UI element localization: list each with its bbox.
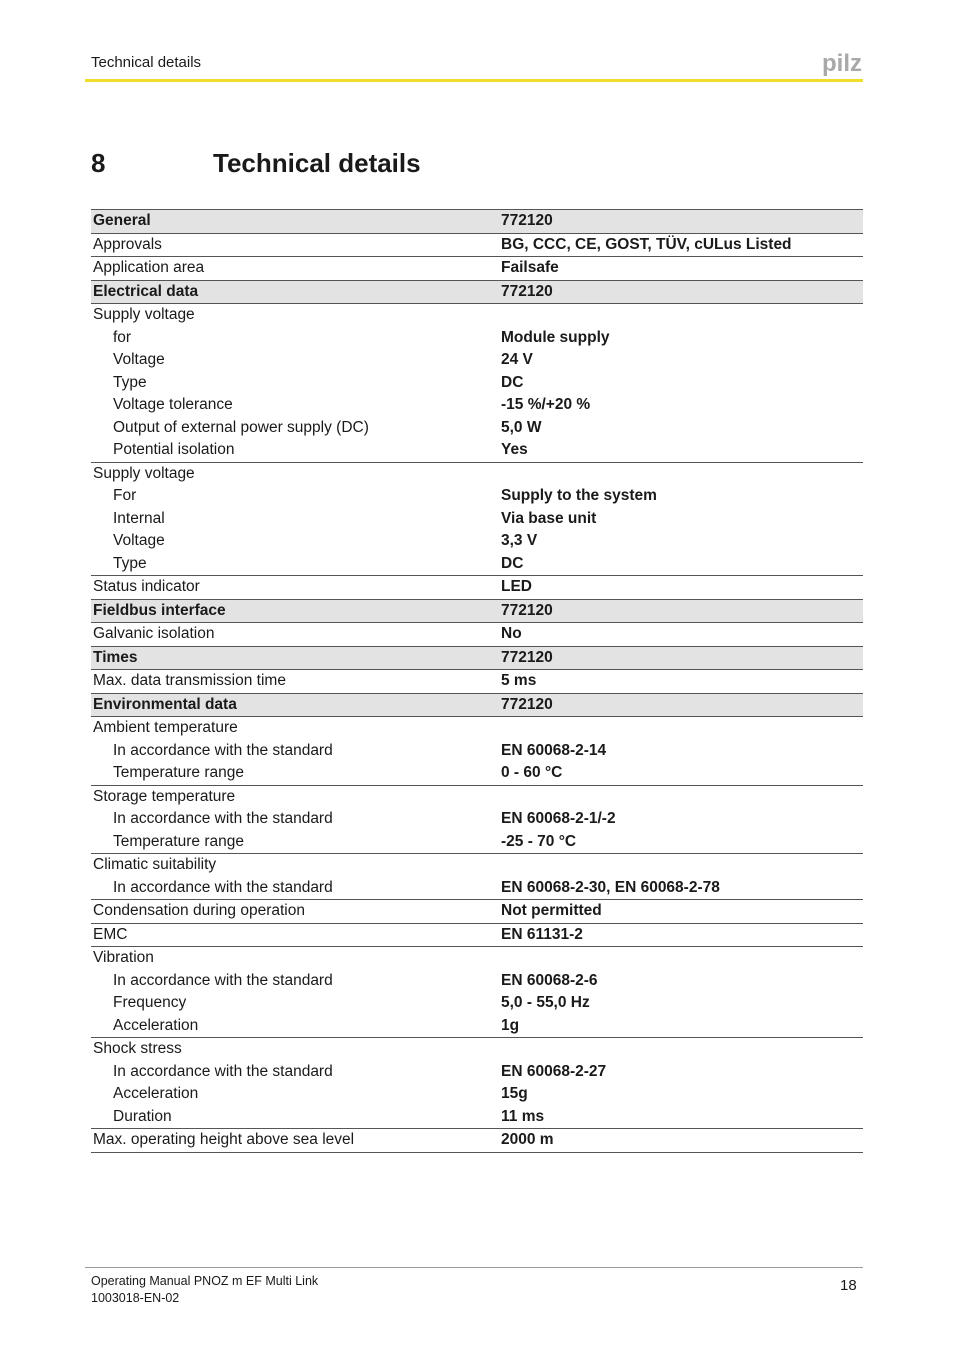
table-row — [91, 1129, 863, 1153]
table-row — [91, 992, 863, 1015]
row-value: EN 60068-2-6 — [501, 971, 598, 989]
row-value: 772120 — [499, 693, 863, 717]
row-value: 5 ms — [499, 670, 863, 694]
row-label: Temperature range — [91, 831, 499, 854]
chapter-number: 8 — [91, 148, 106, 178]
row-label: Duration — [91, 1106, 499, 1129]
row-value: 24 V — [501, 351, 533, 369]
table-row — [91, 349, 863, 372]
row-label: Environmental data — [91, 693, 499, 717]
table-section-header — [91, 599, 863, 623]
row-value — [499, 717, 863, 740]
row-label: In accordance with the standard — [91, 877, 499, 900]
row-label: Voltage — [113, 351, 165, 369]
table-row — [91, 530, 863, 553]
row-label: Type — [91, 553, 499, 576]
row-value: 5,0 - 55,0 Hz — [501, 994, 590, 1012]
row-value: 772120 — [499, 599, 863, 623]
table-row — [91, 762, 863, 785]
row-value: EN 60068-2-27 — [501, 1062, 607, 1080]
row-label: Max. data transmission time — [91, 670, 499, 694]
row-label: General — [91, 210, 499, 234]
row-value: Not permitted — [499, 900, 863, 924]
table-section-header — [91, 210, 863, 234]
row-label: Potential isolation — [91, 439, 499, 462]
row-value: EN 61131-2 — [499, 923, 863, 947]
table-row — [91, 1038, 863, 1061]
row-value — [499, 304, 863, 327]
row-value: Module supply — [501, 328, 610, 346]
table-row — [91, 257, 863, 281]
table-row — [91, 831, 863, 854]
row-label: Voltage tolerance — [113, 396, 233, 414]
table-row — [91, 462, 863, 485]
row-value: -15 %/+20 % — [501, 396, 591, 414]
row-value: 11 ms — [499, 1106, 863, 1129]
table-row — [91, 439, 863, 462]
table-row — [91, 947, 863, 970]
row-value: BG, CCC, CE, GOST, TÜV, cULus Listed — [499, 233, 863, 257]
table-row — [91, 372, 863, 395]
header-accent-rule — [85, 79, 863, 82]
row-value: 0 - 60 °C — [499, 762, 863, 785]
row-value — [499, 1038, 863, 1061]
row-value: 3,3 V — [501, 532, 538, 550]
table-row — [91, 877, 863, 900]
row-value: Supply to the system — [501, 487, 657, 505]
row-label: Max. operating height above sea level — [91, 1129, 499, 1153]
table-row — [91, 785, 863, 808]
table-section-header — [91, 693, 863, 717]
row-value: Via base unit — [501, 509, 597, 527]
footer-info — [91, 1273, 318, 1307]
table-row — [91, 1061, 863, 1084]
row-label: In accordance with the standard — [113, 971, 333, 989]
row-value: 772120 — [499, 646, 863, 670]
row-value — [499, 947, 863, 970]
row-label: Output of external power supply (DC) — [113, 418, 369, 436]
row-label: Fieldbus interface — [91, 599, 499, 623]
row-label: For — [113, 487, 137, 505]
row-label: Condensation during operation — [91, 900, 499, 924]
table-section-header — [91, 280, 863, 304]
row-value — [499, 854, 863, 877]
table-row — [91, 970, 863, 993]
pilz-logo — [822, 50, 864, 76]
row-label: Frequency — [113, 994, 187, 1012]
row-label: Supply voltage — [93, 306, 195, 324]
row-label: Climatic suitability — [93, 856, 217, 874]
row-value: Failsafe — [499, 257, 863, 281]
technical-details-table — [91, 209, 863, 1153]
row-label: EMC — [91, 923, 499, 947]
row-value: EN 60068-2-1/-2 — [501, 810, 616, 828]
table-row — [91, 900, 863, 924]
row-label: Type — [113, 373, 147, 391]
table-row — [91, 740, 863, 763]
row-value: 15g — [501, 1085, 528, 1103]
row-value: 772120 — [499, 280, 863, 304]
svg-text:pilz: pilz — [822, 50, 862, 76]
table-row — [91, 417, 863, 440]
table-row — [91, 508, 863, 531]
table-row — [91, 670, 863, 694]
row-value: DC — [499, 553, 863, 576]
footer-manual-title: Operating Manual PNOZ m EF Multi Link — [91, 1274, 319, 1288]
row-label: Storage temperature — [93, 787, 236, 805]
row-label: In accordance with the standard — [113, 810, 333, 828]
row-label: for — [113, 328, 132, 346]
row-value: LED — [499, 576, 863, 600]
page-number: 18 — [840, 1277, 857, 1294]
row-label: Times — [91, 646, 499, 670]
row-label: Approvals — [91, 233, 499, 257]
row-label: Internal — [113, 509, 165, 527]
table-row — [91, 923, 863, 947]
row-value: EN 60068-2-14 — [501, 741, 607, 759]
table-row — [91, 1083, 863, 1106]
table-row — [91, 808, 863, 831]
spec-table-body — [91, 210, 863, 1153]
table-row — [91, 623, 863, 647]
table-row — [91, 485, 863, 508]
row-value: -25 - 70 °C — [499, 831, 863, 854]
row-label: Status indicator — [91, 576, 499, 600]
row-label: Acceleration — [91, 1015, 499, 1038]
table-row — [91, 1015, 863, 1038]
row-label: Galvanic isolation — [91, 623, 499, 647]
row-value: 1g — [499, 1015, 863, 1038]
row-value: No — [499, 623, 863, 647]
row-value: 2000 m — [499, 1129, 863, 1153]
row-value — [499, 785, 863, 808]
row-label: Supply voltage — [93, 464, 195, 482]
chapter-title: Technical details — [213, 148, 421, 178]
footer-rule — [85, 1267, 863, 1268]
row-label: Acceleration — [113, 1085, 199, 1103]
row-value: 5,0 W — [501, 418, 542, 436]
table-row — [91, 553, 863, 576]
table-row — [91, 327, 863, 350]
table-row — [91, 1106, 863, 1129]
row-value: Yes — [499, 439, 863, 462]
row-value — [499, 462, 863, 485]
table-row — [91, 576, 863, 600]
table-section-header — [91, 646, 863, 670]
row-label: Voltage — [113, 532, 165, 550]
header-section-title: Technical details — [91, 54, 202, 71]
table-row — [91, 717, 863, 740]
row-label: In accordance with the standard — [113, 741, 333, 759]
row-label: Ambient temperature — [93, 719, 238, 737]
row-label: Vibration — [93, 949, 154, 967]
row-value: EN 60068-2-30, EN 60068-2-78 — [499, 877, 863, 900]
row-value: DC — [501, 373, 524, 391]
row-value: 772120 — [499, 210, 863, 234]
row-label: Shock stress — [93, 1040, 182, 1058]
table-row — [91, 394, 863, 417]
row-label: Temperature range — [91, 762, 499, 785]
table-row — [91, 854, 863, 877]
table-row — [91, 233, 863, 257]
row-label: In accordance with the standard — [113, 1062, 333, 1080]
row-label: Application area — [91, 257, 499, 281]
row-label: Electrical data — [91, 280, 499, 304]
footer-doc-number: 1003018-EN-02 — [91, 1291, 180, 1305]
table-row — [91, 304, 863, 327]
